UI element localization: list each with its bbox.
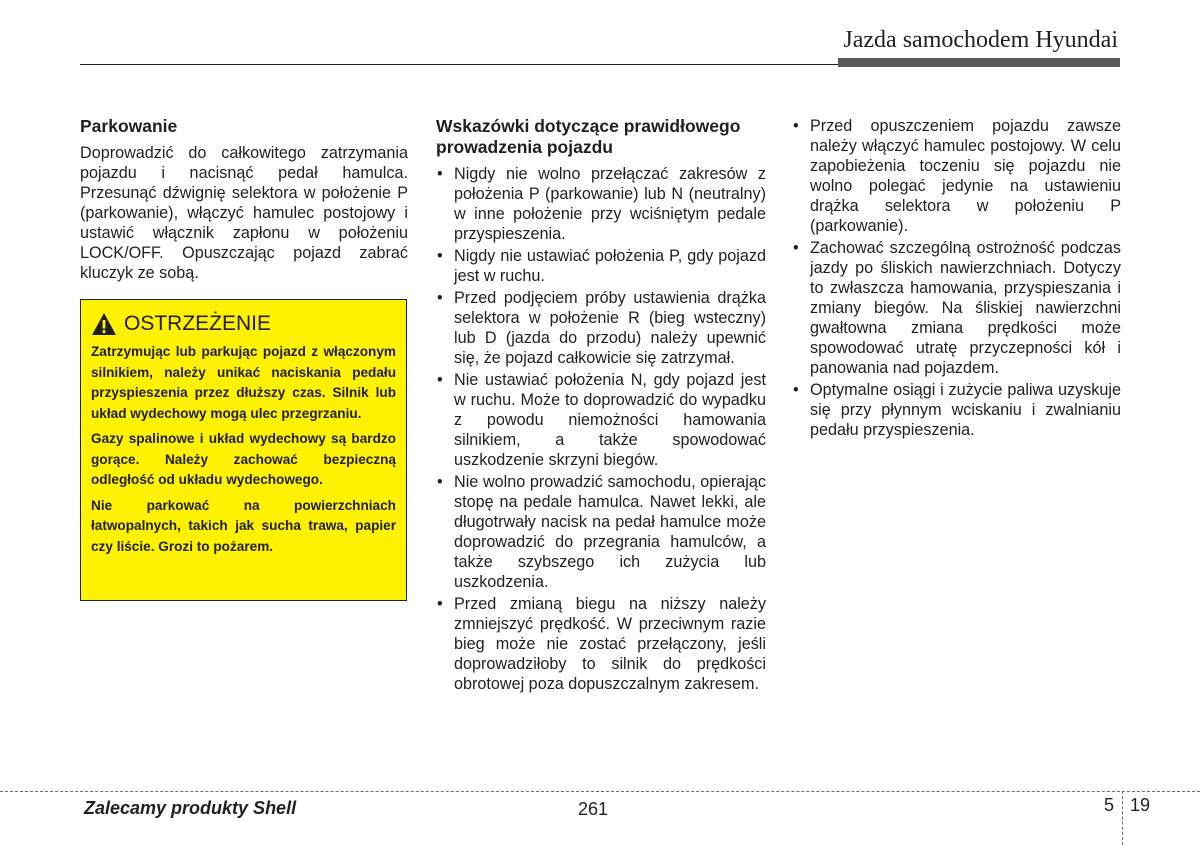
list-item: • Zachować szczególną ostrożność podczas jazdy po śliskich nawierzchniach. Dotyczy to zwłaszcza hamowania, przyspieszania i zmiany biegów. Na śliskiej nawierzchni gwałtowna zmiana prędkości może spowodować utratę przyczepności kół i panowania nad pojazdem.: [792, 238, 1121, 378]
footer-note: Zalecamy produkty Shell: [84, 798, 297, 818]
section-heading-parking: Parkowanie: [80, 116, 178, 136]
list-item: • Przed podjęciem próby ustawienia drążka selektora w położenie R (bieg wsteczny) lub D (jazda do przodu) należy upewnić się, że pojazd całkowicie się zatrzymał.: [436, 288, 766, 368]
driving-tips-list-continued: [792, 116, 1121, 440]
list-item: • Nie wolno prowadzić samochodu, opierając stopę na pedale hamulca. Nawet lekki, ale długotrwały nacisk na pedał hamulce może doprowadzić do przegrania hamulców, a także szybszego ich zużycia lub uszkodzenia.: [436, 472, 766, 592]
header-rule: [80, 64, 838, 65]
column-right: [792, 116, 1121, 442]
warning-triangle-icon: [91, 312, 117, 336]
footer-rule: [0, 791, 1200, 792]
list-item: • Nie ustawiać położenia N, gdy pojazd jest w ruchu. Może to doprowadzić do wypadku z powodu niemożności hamowania silnikiem, a także spowodować uszkodzenie skrzyni biegów.: [436, 370, 766, 470]
section-number: 5: [1104, 795, 1115, 815]
column-left: [80, 116, 408, 283]
column-middle: [436, 116, 766, 696]
running-header: Jazda samochodem Hyundai: [843, 27, 1118, 53]
driving-tips-list: [436, 164, 766, 694]
list-item: • Przed zmianą biegu na niższy należy zmniejszyć prędkość. W przeciwnym razie bieg może nie zostać przełączony, jeśli doprowadziłoby to silnik do prędkości obrotowej poza dopuszczalnym zakresem.: [436, 594, 766, 694]
warning-title: OSTRZEŻENIE: [124, 312, 272, 335]
section-page-number: 19: [1130, 795, 1151, 815]
warning-paragraph: Zatrzymując lub parkując pojazd z włączonym silnikiem, należy unikać naciskania pedału przyspieszenia przez dłuższy czas. Silnik lub układ wydechowy mogą ulec przegrzaniu.: [91, 344, 396, 421]
section-heading-driving-tips: Wskazówki dotyczące prawidłowego prowadzenia pojazdu: [436, 116, 741, 157]
page-number: 261: [578, 799, 609, 819]
warning-paragraph: Nie parkować na powierzchniach łatwopalnych, takich jak sucha trawa, papier czy liście. Grozi to pożarem.: [91, 497, 396, 554]
list-item: • Optymalne osiągi i zużycie paliwa uzyskuje się przy płynnym wciskaniu i zwalnianiu pedału przyspieszenia.: [792, 380, 1121, 440]
warning-box: [80, 299, 407, 601]
list-item: • Nigdy nie ustawiać położenia P, gdy pojazd jest w ruchu.: [436, 246, 766, 286]
warning-header: [91, 312, 396, 336]
list-item: • Przed opuszczeniem pojazdu zawsze należy włączyć hamulec postojowy. W celu zapobieżenia toczeniu się pojazdu nie wolno polegać jedynie na ustawieniu drążka selektora w położeniu P (parkowanie).: [792, 116, 1121, 236]
parking-paragraph: Doprowadzić do całkowitego zatrzymania pojazdu i nacisnąć pedał hamulca. Przesunąć dźwignię selektora w położenie P (parkowanie), włączyć hamulec postojowy i ustawić włącznik zapłonu w położeniu LOCK/OFF. Opuszczając pojazd zabrać kluczyk ze sobą.: [80, 144, 408, 282]
header-accent-bar: [838, 58, 1120, 67]
list-item: • Nigdy nie wolno przełączać zakresów z położenia P (parkowanie) lub N (neutralny) w inne położenie przy wciśniętym pedale przyspieszenia.: [436, 164, 766, 244]
warning-paragraph: Gazy spalinowe i układ wydechowy są bardzo gorące. Należy zachować bezpieczną odległość od układu wydechowego.: [91, 431, 396, 487]
footer-divider: [1122, 791, 1123, 845]
